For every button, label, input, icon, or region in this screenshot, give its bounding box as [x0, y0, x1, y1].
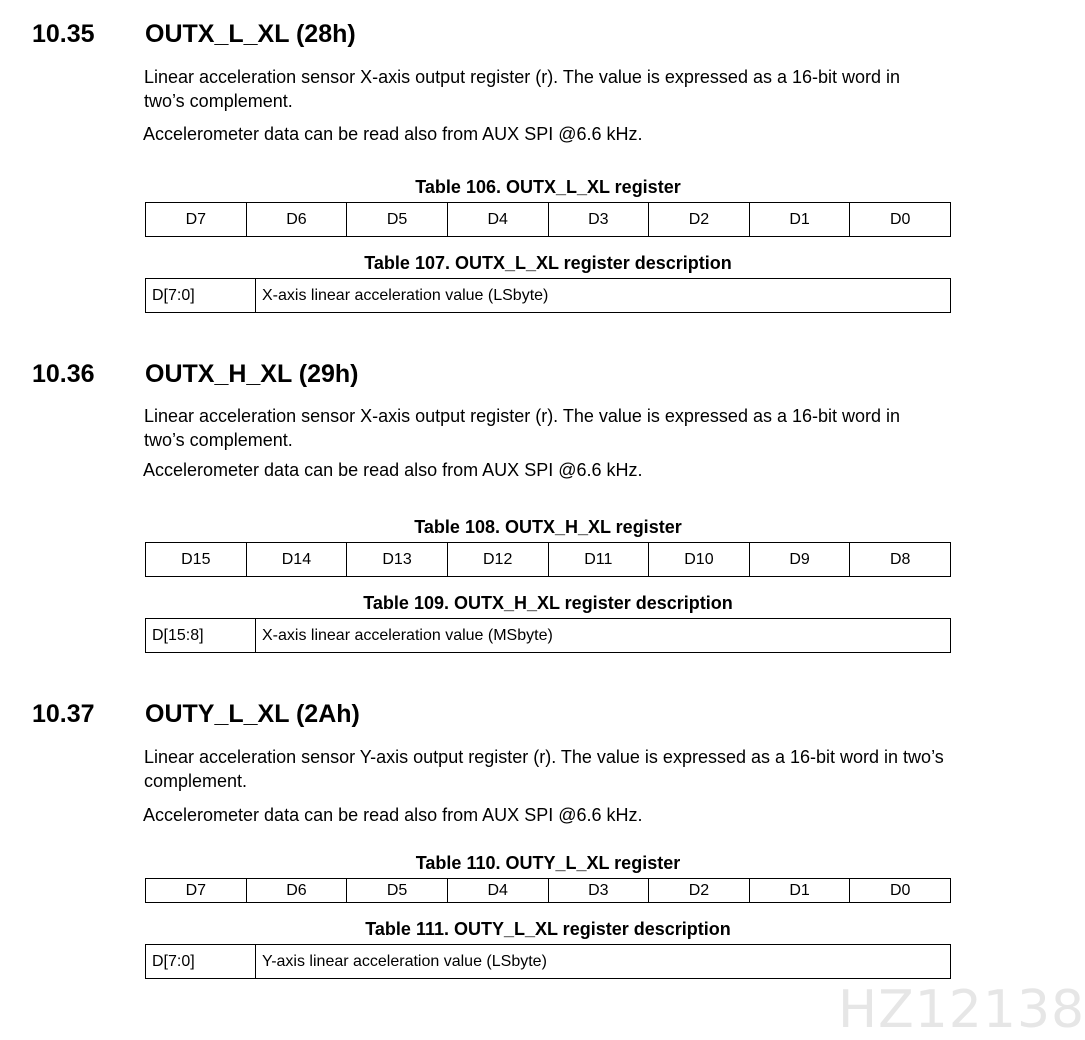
section-heading	[0, 357, 1045, 391]
section-title: OUTX_L_XL (28h)	[145, 20, 356, 48]
section-number: 10.35	[32, 20, 95, 48]
bit-cell: D0	[850, 879, 951, 903]
bit-cell: D14	[246, 543, 347, 577]
bit-cell: D4	[447, 879, 548, 903]
bit-cell: D1	[749, 203, 850, 237]
register-bit-table	[145, 878, 951, 903]
table-row	[146, 619, 951, 653]
register-table-caption: Table 108. OUTX_H_XL register	[414, 517, 682, 537]
section-number: 10.37	[32, 700, 95, 728]
bit-cell: D2	[649, 203, 750, 237]
table-row	[146, 203, 951, 237]
watermark: HZ12138	[838, 980, 1085, 1040]
table-row	[146, 945, 951, 979]
description-table-caption: Table 111. OUTY_L_XL register description	[365, 919, 731, 939]
register-bit-table	[145, 202, 951, 237]
register-description-table	[145, 944, 951, 979]
register-table-caption: Table 110. OUTY_L_XL register	[415, 853, 681, 873]
field-description-cell: Y-axis linear acceleration value (LSbyte)	[256, 945, 951, 979]
section-heading	[0, 697, 1045, 731]
description-paragraph: Linear acceleration sensor X-axis output register (r). The value is expressed as a 16-bit word in two’s complement.	[144, 406, 901, 450]
register-description-table	[145, 618, 951, 653]
bit-cell: D4	[447, 203, 548, 237]
aux-spi-note: Accelerometer data can be read also from AUX SPI @6.6 kHz.	[143, 460, 643, 480]
bit-cell: D5	[347, 203, 448, 237]
aux-spi-note: Accelerometer data can be read also from AUX SPI @6.6 kHz.	[143, 124, 643, 144]
table-row	[146, 279, 951, 313]
register-bit-table	[145, 542, 951, 577]
bit-cell: D12	[447, 543, 548, 577]
field-description-cell: X-axis linear acceleration value (MSbyte)	[256, 619, 951, 653]
table-row	[146, 543, 951, 577]
bit-cell: D0	[850, 203, 951, 237]
table-row	[146, 879, 951, 903]
field-name-cell: D[15:8]	[146, 619, 256, 653]
description-paragraph: Linear acceleration sensor Y-axis output register (r). The value is expressed as a 16-bit word in two’s complement.	[144, 747, 944, 791]
aux-spi-note: Accelerometer data can be read also from AUX SPI @6.6 kHz.	[143, 805, 643, 825]
bit-cell: D9	[749, 543, 850, 577]
bit-cell: D2	[649, 879, 750, 903]
field-description-cell: X-axis linear acceleration value (LSbyte)	[256, 279, 951, 313]
bit-cell: D7	[146, 879, 247, 903]
field-name-cell: D[7:0]	[146, 945, 256, 979]
bit-cell: D3	[548, 203, 649, 237]
section-title: OUTX_H_XL (29h)	[145, 360, 359, 388]
field-name-cell: D[7:0]	[146, 279, 256, 313]
description-table-caption: Table 107. OUTX_L_XL register description	[364, 253, 732, 273]
description-table-caption: Table 109. OUTX_H_XL register description	[363, 593, 733, 613]
bit-cell: D5	[347, 879, 448, 903]
bit-cell: D13	[347, 543, 448, 577]
bit-cell: D8	[850, 543, 951, 577]
register-table-caption: Table 106. OUTX_L_XL register	[415, 177, 681, 197]
bit-cell: D7	[146, 203, 247, 237]
bit-cell: D6	[246, 203, 347, 237]
section-number: 10.36	[32, 360, 95, 388]
description-paragraph: Linear acceleration sensor X-axis output register (r). The value is expressed as a 16-bit word in two’s complement.	[144, 67, 901, 111]
section-title: OUTY_L_XL (2Ah)	[145, 700, 360, 728]
section-heading	[0, 17, 1045, 51]
bit-cell: D10	[649, 543, 750, 577]
register-description-table	[145, 278, 951, 313]
bit-cell: D6	[246, 879, 347, 903]
bit-cell: D1	[749, 879, 850, 903]
bit-cell: D15	[146, 543, 247, 577]
bit-cell: D11	[548, 543, 649, 577]
bit-cell: D3	[548, 879, 649, 903]
